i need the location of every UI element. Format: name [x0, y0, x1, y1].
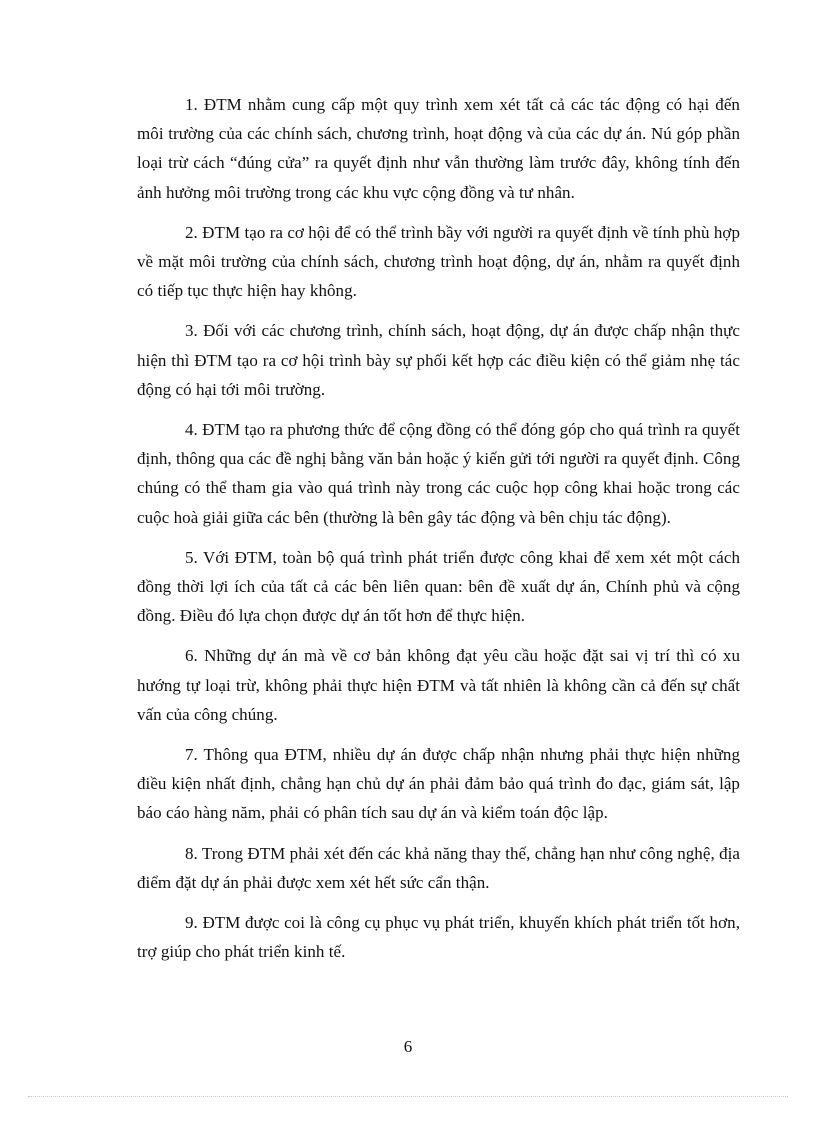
paragraph-3: 3. Đối với các chương trình, chính sách, hoạt động, dự án được chấp nhận thực hiện thì ĐTM tạo ra cơ hội trình bày sự phối kết hợp các điều kiện có thể giảm nhẹ tác động có hại tới môi trường.	[137, 321, 740, 399]
paragraph-1: 1. ĐTM nhằm cung cấp một quy trình xem xét tất cả các tác động có hại đến môi trường của các chính sách, chương trình, hoạt động và của các dự án. Nú góp phần loại trừ cách “đúng cửa” ra quyết định như vẫn thường làm trước đây, không tính đến ảnh hưởng môi trường trong các khu vực cộng đồng và tư nhân.	[137, 95, 740, 202]
paragraph-7: 7. Thông qua ĐTM, nhiều dự án được chấp nhận nhưng phải thực hiện những điều kiện nhất định, chẳng hạn chủ dự án phải đảm bảo quá trình đo đạc, giám sát, lập báo cáo hàng năm, phải có phân tích sau dự án và kiểm toán độc lập.	[137, 745, 740, 823]
paragraph-5: 5. Với ĐTM, toàn bộ quá trình phát triển được công khai để xem xét một cách đồng thời lợi ích của tất cả các bên liên quan: bên đề xuất dự án, Chính phủ và cộng đồng. Điều đó lựa chọn được dự án tốt hơn để thực hiện.	[137, 547, 740, 626]
paragraph-6: 6. Những dự án mà về cơ bản không đạt yêu cầu hoặc đặt sai vị trí thì có xu hướng tự loại trừ, không phải thực hiện ĐTM và tất nhiên là không cần cả đến sự chất vấn của công chúng.	[137, 646, 740, 724]
document-body	[137, 90, 740, 977]
paragraph-9: 9. ĐTM được coi là công cụ phục vụ phát triển, khuyến khích phát triển tốt hơn, trợ giúp cho phát triển kinh tế.	[137, 913, 740, 962]
paragraph-4: 4. ĐTM tạo ra phương thức để cộng đồng có thể đóng góp cho quá trình ra quyết định, thông qua các đề nghị bằng văn bản hoặc ý kiến gửi tới người ra quyết định. Công chúng có thể tham gia vào quá trình này trong các cuộc họp công khai hoặc trong các cuộc hoà giải giữa các bên (thường là bên gây tác động và bên chịu tác động).	[137, 420, 740, 527]
paragraph-2: 2. ĐTM tạo ra cơ hội để có thể trình bầy với người ra quyết định về tính phù hợp về mặt môi trường của chính sách, chương trình hoạt động, dự án, nhằm ra quyết định có tiếp tục thực hiện hay không.	[137, 222, 740, 301]
paragraph-8: 8. Trong ĐTM phải xét đến các khả năng thay thế, chẳng hạn như công nghệ, địa điểm đặt dự án phải được xem xét hết sức cẩn thận.	[137, 843, 740, 892]
page-bottom-divider	[28, 1096, 788, 1097]
page-number: 6	[403, 1037, 413, 1056]
